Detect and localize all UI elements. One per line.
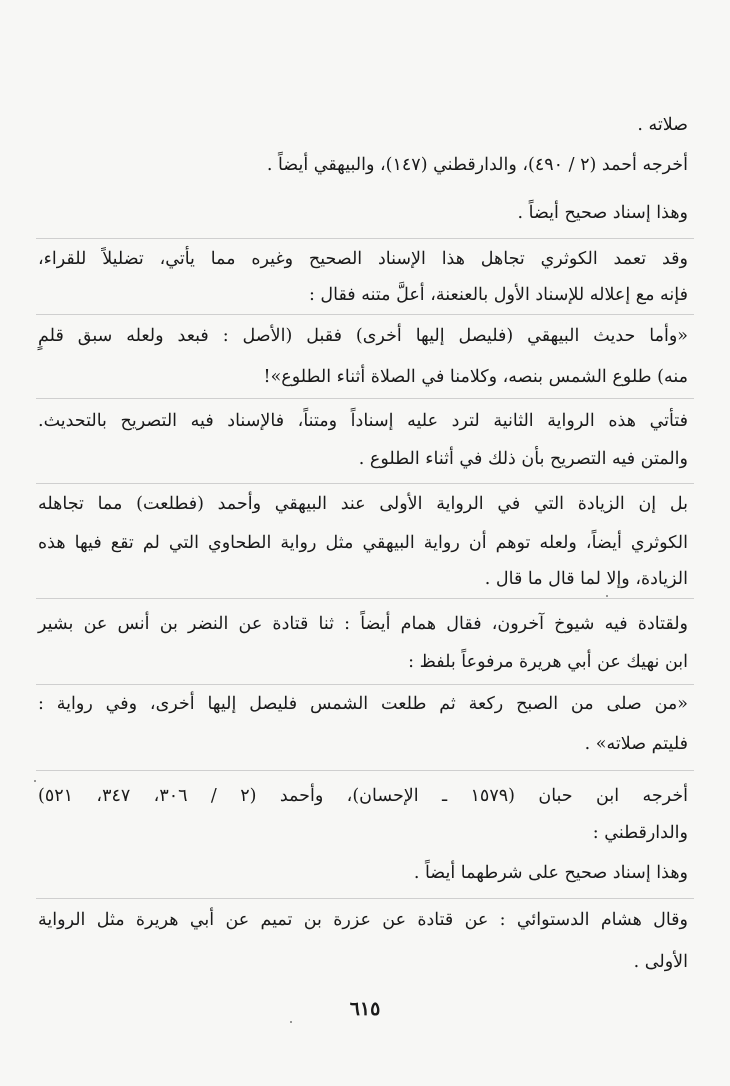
text-line-3: وهذا إسناد صحيح أيضاً . <box>517 203 688 223</box>
text-line-21: الأولى . <box>633 952 688 972</box>
paragraph-separator <box>36 770 694 771</box>
text-line-7: منه) طلوع الشمس بنصه، وكلامنا في الصلاة أثناء الطلوع»! <box>263 367 688 387</box>
scan-speck <box>290 1021 292 1023</box>
text-line-8: فتأتي هذه الرواية الثانية لترد عليه إسناداً ومتناً، فالإسناد فيه التصريح بالتحديث. <box>38 411 688 431</box>
text-line-19: وهذا إسناد صحيح على شرطهما أيضاً . <box>413 863 688 883</box>
scan-speck <box>34 780 36 782</box>
text-line-16: فليتم صلاته» . <box>584 734 688 754</box>
paragraph-separator <box>36 684 694 685</box>
paragraph-separator <box>36 898 694 899</box>
scan-speck <box>606 595 608 597</box>
paragraph-separator <box>36 483 694 484</box>
paragraph-separator <box>36 398 694 399</box>
paragraph-separator <box>36 598 694 599</box>
paragraph-separator <box>36 314 694 315</box>
page-number: ٦١٥ <box>349 998 381 1020</box>
text-line-18: والدارقطني : <box>592 823 688 843</box>
text-line-9: والمتن فيه التصريح بأن ذلك في أثناء الطلوع . <box>358 449 688 469</box>
text-line-17: أخرجه ابن حبان (١٥٧٩ ـ الإحسان)، وأحمد (٢ / ٣٠٦، ٣٤٧، ٥٢١) <box>38 786 688 806</box>
text-line-6: «وأما حديث البيهقي (فليصل إليها أخرى) فقبل (الأصل : فبعد ولعله سبق قلمٍ <box>38 326 688 346</box>
text-line-1: صلاته . <box>637 115 688 135</box>
text-line-15: «من صلى من الصبح ركعة ثم طلعت الشمس فليصل إليها أخرى، وفي رواية : <box>38 694 688 714</box>
text-line-12: الزيادة، وإلا لما قال ما قال . <box>484 569 688 589</box>
text-line-5: فإنه مع إعلاله للإسناد الأول بالعنعنة، أعلَّ متنه فقال : <box>308 285 688 305</box>
text-line-4: وقد تعمد الكوثري تجاهل هذا الإسناد الصحيح وغيره مما يأتي، تضليلاً للقراء، <box>38 249 688 269</box>
text-line-14: ابن نهيك عن أبي هريرة مرفوعاً بلفظ : <box>408 652 688 672</box>
text-line-13: ولقتادة فيه شيوخ آخرون، فقال همام أيضاً : ثنا قتادة عن النضر بن أنس عن بشير <box>38 614 688 634</box>
text-line-20: وقال هشام الدستوائي : عن قتادة عن عزرة بن تميم عن أبي هريرة مثل الرواية <box>38 910 688 930</box>
paragraph-separator <box>36 238 694 239</box>
text-line-11: الكوثري أيضاً، ولعله توهم أن رواية البيهقي مثل رواية الطحاوي التي لم تقع فيها هذه <box>38 533 688 553</box>
text-line-10: بل إن الزيادة التي في الرواية الأولى عند البيهقي وأحمد (فطلعت) مما تجاهله <box>38 494 688 514</box>
text-line-2: أخرجه أحمد (٢ / ٤٩٠)، والدارقطني (١٤٧)، والبيهقي أيضاً . <box>266 155 688 175</box>
